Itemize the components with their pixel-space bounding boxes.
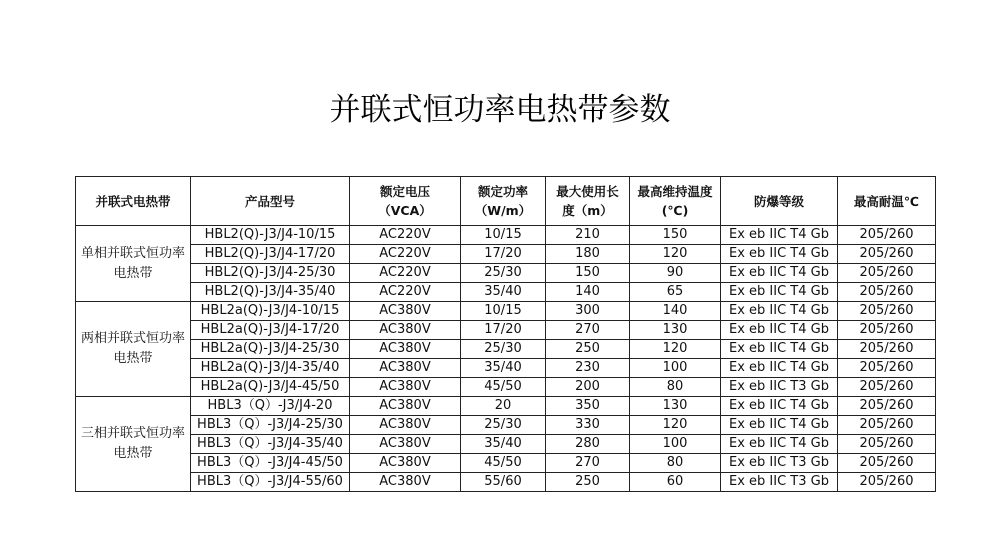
withstand-temp-cell: 205/260 <box>838 340 936 359</box>
max-temp-cell: 100 <box>630 359 721 378</box>
max-temp-cell: 120 <box>630 416 721 435</box>
model-cell: HBL3（Q）-J3/J4-20 <box>191 397 350 416</box>
power-cell: 10/15 <box>461 226 546 245</box>
model-cell: HBL2a(Q)-J3/J4-17/20 <box>191 321 350 340</box>
max-temp-cell: 80 <box>630 454 721 473</box>
max-length-cell: 210 <box>546 226 630 245</box>
withstand-temp-cell: 205/260 <box>838 378 936 397</box>
max-temp-cell: 80 <box>630 378 721 397</box>
model-cell: HBL3（Q）-J3/J4-55/60 <box>191 473 350 492</box>
ex-rating-cell: Ex eb IIC T4 Gb <box>721 321 838 340</box>
table-row <box>76 302 936 321</box>
max-temp-cell: 150 <box>630 226 721 245</box>
voltage-cell: AC380V <box>350 359 461 378</box>
max-temp-cell: 130 <box>630 397 721 416</box>
header-power: 额定功率 （W/m） <box>461 177 546 226</box>
header-max-withstand-temp: 最高耐温℃ <box>838 177 936 226</box>
model-cell: HBL3（Q）-J3/J4-25/30 <box>191 416 350 435</box>
withstand-temp-cell: 205/260 <box>838 416 936 435</box>
header-voltage: 额定电压 （VCA） <box>350 177 461 226</box>
withstand-temp-cell: 205/260 <box>838 473 936 492</box>
ex-rating-cell: Ex eb IIC T4 Gb <box>721 302 838 321</box>
ex-rating-cell: Ex eb IIC T4 Gb <box>721 283 838 302</box>
power-cell: 10/15 <box>461 302 546 321</box>
model-cell: HBL2a(Q)-J3/J4-35/40 <box>191 359 350 378</box>
model-cell: HBL2(Q)-J3/J4-35/40 <box>191 283 350 302</box>
max-length-cell: 300 <box>546 302 630 321</box>
group-cell: 三相并联式恒功率电热带 <box>76 397 191 492</box>
power-cell: 25/30 <box>461 416 546 435</box>
model-cell: HBL2(Q)-J3/J4-10/15 <box>191 226 350 245</box>
model-cell: HBL3（Q）-J3/J4-45/50 <box>191 454 350 473</box>
max-temp-cell: 100 <box>630 435 721 454</box>
voltage-cell: AC380V <box>350 397 461 416</box>
max-temp-cell: 65 <box>630 283 721 302</box>
withstand-temp-cell: 205/260 <box>838 321 936 340</box>
group-cell: 两相并联式恒功率电热带 <box>76 302 191 397</box>
max-length-cell: 230 <box>546 359 630 378</box>
voltage-cell: AC220V <box>350 226 461 245</box>
parameter-table <box>75 176 936 492</box>
ex-rating-cell: Ex eb IIC T4 Gb <box>721 359 838 378</box>
table-row <box>76 378 936 397</box>
ex-rating-cell: Ex eb IIC T4 Gb <box>721 397 838 416</box>
voltage-cell: AC220V <box>350 283 461 302</box>
table-row <box>76 473 936 492</box>
model-cell: HBL2a(Q)-J3/J4-10/15 <box>191 302 350 321</box>
max-temp-cell: 140 <box>630 302 721 321</box>
withstand-temp-cell: 205/260 <box>838 264 936 283</box>
page-title: 并联式恒功率电热带参数 <box>329 92 671 128</box>
max-length-cell: 330 <box>546 416 630 435</box>
table-row <box>76 359 936 378</box>
model-cell: HBL3（Q）-J3/J4-35/40 <box>191 435 350 454</box>
table-row <box>76 454 936 473</box>
power-cell: 45/50 <box>461 454 546 473</box>
max-temp-cell: 130 <box>630 321 721 340</box>
max-temp-cell: 60 <box>630 473 721 492</box>
voltage-cell: AC380V <box>350 435 461 454</box>
voltage-cell: AC380V <box>350 473 461 492</box>
power-cell: 17/20 <box>461 245 546 264</box>
ex-rating-cell: Ex eb IIC T4 Gb <box>721 435 838 454</box>
table-row <box>76 264 936 283</box>
power-cell: 45/50 <box>461 378 546 397</box>
power-cell: 17/20 <box>461 321 546 340</box>
table-row <box>76 283 936 302</box>
voltage-cell: AC380V <box>350 378 461 397</box>
max-length-cell: 350 <box>546 397 630 416</box>
group-cell: 单相并联式恒功率电热带 <box>76 226 191 302</box>
power-cell: 25/30 <box>461 340 546 359</box>
max-length-cell: 270 <box>546 321 630 340</box>
max-length-cell: 270 <box>546 454 630 473</box>
max-temp-cell: 90 <box>630 264 721 283</box>
voltage-cell: AC220V <box>350 264 461 283</box>
withstand-temp-cell: 205/260 <box>838 283 936 302</box>
header-model: 产品型号 <box>191 177 350 226</box>
max-length-cell: 140 <box>546 283 630 302</box>
voltage-cell: AC380V <box>350 340 461 359</box>
power-cell: 20 <box>461 397 546 416</box>
max-length-cell: 250 <box>546 473 630 492</box>
table-row <box>76 245 936 264</box>
header-max-temp: 最高维持温度 (℃) <box>630 177 721 226</box>
withstand-temp-cell: 205/260 <box>838 435 936 454</box>
ex-rating-cell: Ex eb IIC T4 Gb <box>721 226 838 245</box>
voltage-cell: AC380V <box>350 416 461 435</box>
table-row <box>76 397 936 416</box>
ex-rating-cell: Ex eb IIC T3 Gb <box>721 454 838 473</box>
power-cell: 35/40 <box>461 283 546 302</box>
withstand-temp-cell: 205/260 <box>838 454 936 473</box>
table-row <box>76 226 936 245</box>
power-cell: 25/30 <box>461 264 546 283</box>
withstand-temp-cell: 205/260 <box>838 226 936 245</box>
model-cell: HBL2(Q)-J3/J4-25/30 <box>191 264 350 283</box>
table-row <box>76 416 936 435</box>
ex-rating-cell: Ex eb IIC T3 Gb <box>721 473 838 492</box>
max-length-cell: 280 <box>546 435 630 454</box>
table-row <box>76 340 936 359</box>
ex-rating-cell: Ex eb IIC T4 Gb <box>721 245 838 264</box>
model-cell: HBL2(Q)-J3/J4-17/20 <box>191 245 350 264</box>
max-length-cell: 250 <box>546 340 630 359</box>
power-cell: 35/40 <box>461 435 546 454</box>
voltage-cell: AC380V <box>350 321 461 340</box>
max-temp-cell: 120 <box>630 245 721 264</box>
model-cell: HBL2a(Q)-J3/J4-25/30 <box>191 340 350 359</box>
ex-rating-cell: Ex eb IIC T4 Gb <box>721 416 838 435</box>
withstand-temp-cell: 205/260 <box>838 397 936 416</box>
voltage-cell: AC380V <box>350 454 461 473</box>
model-cell: HBL2a(Q)-J3/J4-45/50 <box>191 378 350 397</box>
table-body <box>76 226 936 492</box>
withstand-temp-cell: 205/260 <box>838 302 936 321</box>
max-length-cell: 150 <box>546 264 630 283</box>
withstand-temp-cell: 205/260 <box>838 245 936 264</box>
ex-rating-cell: Ex eb IIC T4 Gb <box>721 340 838 359</box>
power-cell: 35/40 <box>461 359 546 378</box>
table-header-row <box>76 177 936 226</box>
voltage-cell: AC220V <box>350 245 461 264</box>
withstand-temp-cell: 205/260 <box>838 359 936 378</box>
ex-rating-cell: Ex eb IIC T4 Gb <box>721 264 838 283</box>
max-length-cell: 200 <box>546 378 630 397</box>
table-row <box>76 321 936 340</box>
voltage-cell: AC380V <box>350 302 461 321</box>
header-ex-rating: 防爆等级 <box>721 177 838 226</box>
ex-rating-cell: Ex eb IIC T3 Gb <box>721 378 838 397</box>
max-temp-cell: 120 <box>630 340 721 359</box>
max-length-cell: 180 <box>546 245 630 264</box>
power-cell: 55/60 <box>461 473 546 492</box>
header-max-length: 最大使用长 度（m） <box>546 177 630 226</box>
table-row <box>76 435 936 454</box>
header-group: 并联式电热带 <box>76 177 191 226</box>
